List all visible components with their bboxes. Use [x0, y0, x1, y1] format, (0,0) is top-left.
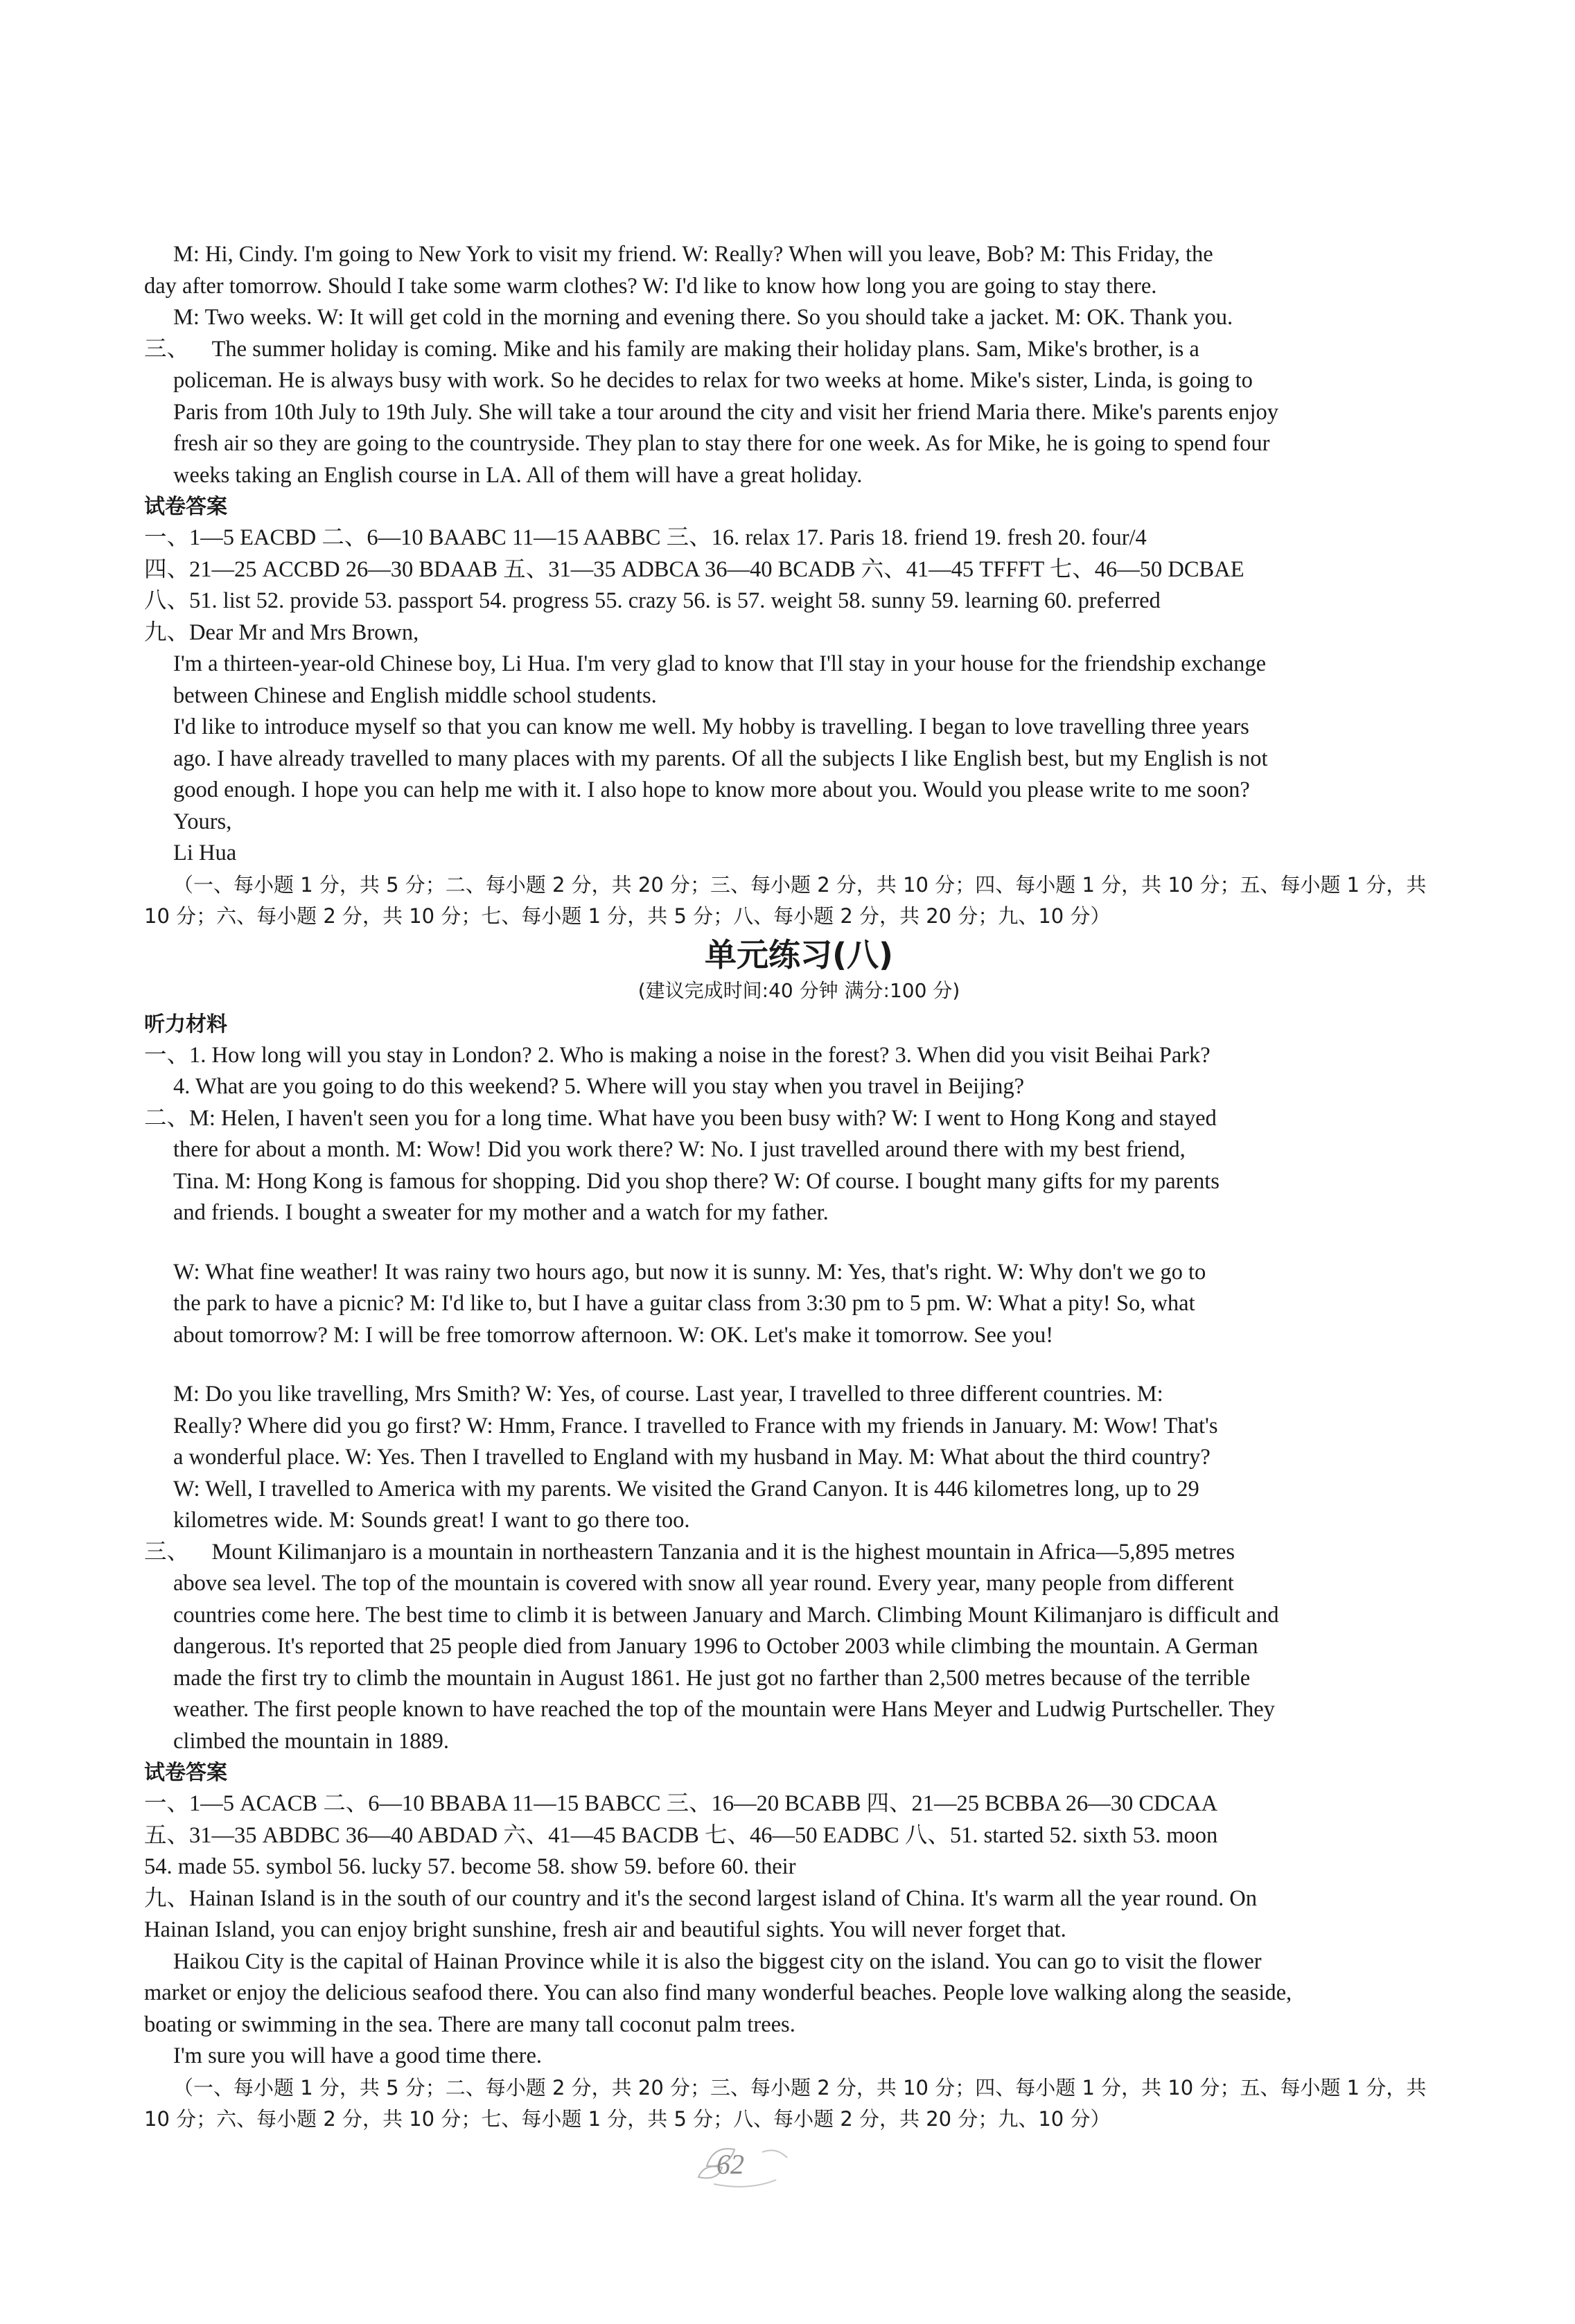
dialogue-line: 二、M: Helen, I haven't seen you for a long time. What have you been busy with? W: I went to Hong Kong and stayed: [144, 1105, 1217, 1131]
question-line: 一、1. How long will you stay in London? 2. Who is making a noise in the forest? 3. When did you visit Beihai Park?: [144, 1042, 1211, 1068]
passage-line: weather. The first people known to have reached the top of the mountain were Hans Meyer and Ludwig Purtscheller. They: [173, 1697, 1275, 1722]
listening-q3-passage: [144, 1537, 1454, 1758]
page-number-badge: [693, 2138, 797, 2194]
scoring-line: 10 分；六、每小题 2 分，共 10 分；七、每小题 1 分，共 5 分；八、每小题 2 分，共 20 分；九、10 分）: [144, 2107, 1111, 2131]
essay-line: Hainan Island, you can enjoy bright sunshine, fresh air and beautiful sights. You will never forget that.: [144, 1917, 1066, 1942]
passage-line: dangerous. It's reported that 25 people died from January 1996 to October 2003 while climbing the mountain. A German: [173, 1634, 1258, 1659]
scoring-line: （一、每小题 1 分，共 5 分；二、每小题 2 分，共 20 分；三、每小题 2 分，共 10 分；四、每小题 1 分，共 10 分；五、每小题 1 分，共: [173, 872, 1427, 897]
listening-q1: [144, 1040, 1454, 1103]
scoring-note: [144, 870, 1454, 933]
answer-key: [144, 1788, 1454, 1883]
unit-subtitle: (建议完成时间:40 分钟 满分:100 分): [637, 978, 960, 1002]
leaf-ornament-icon: [693, 2138, 797, 2194]
scoring-note: [144, 2072, 1454, 2136]
dialogue-line: M: Do you like travelling, Mrs Smith? W: Yes, of course. Last year, I travelled to three different countries. M:: [173, 1382, 1163, 1407]
passage-line: made the first try to climb the mountain in August 1861. He just got no farther than 2,500 metres because of the terrible: [173, 1665, 1251, 1691]
passage-first-line: [144, 1537, 1454, 1569]
listening-q2-dialogue-2: [144, 1257, 1454, 1352]
essay-line: boating or swimming in the sea. There are many tall coconut palm trees.: [144, 2012, 795, 2037]
answers-heading: 试卷答案: [144, 495, 227, 519]
dialogue-line: about tomorrow? M: I will be free tomorrow afternoon. W: OK. Let's make it tomorrow. See you!: [173, 1322, 1054, 1348]
scoring-line: 10 分；六、每小题 2 分，共 10 分；七、每小题 1 分，共 5 分；八、每小题 2 分，共 20 分；九、10 分）: [144, 904, 1111, 928]
sample-letter: [144, 649, 1454, 870]
answer-line: 一、1—5 ACACB 二、6—10 BBABA 11—15 BABCC 三、16—20 BCABB 四、21—25 BCBBA 26—30 CDCAA: [144, 1791, 1218, 1816]
letter-line: between Chinese and English middle school students.: [173, 683, 657, 708]
dialogue-line: a wonderful place. W: Yes. Then I travelled to England with my husband in May. M: What about the third country?: [173, 1445, 1211, 1470]
passage-line: Paris from 10th July to 19th July. She will take a tour around the city and visit her friend Maria there. Mike's parents enjoy: [173, 399, 1279, 425]
page-number: 62: [716, 2149, 744, 2180]
dialogue-line: W: What fine weather! It was rainy two hours ago, but now it is sunny. M: Yes, that's right. W: Why don't we go to: [173, 1259, 1206, 1285]
dialogue-line: and friends. I bought a sweater for my mother and a watch for my father.: [173, 1200, 829, 1225]
letter-line: good enough. I hope you can help me with it. I also hope to know more about you. Would you please write to me soon?: [173, 777, 1250, 802]
passage-text: The summer holiday is coming. Mike and his family are making their holiday plans. Sam, Mike's brother, is a: [211, 336, 1199, 362]
essay-line: market or enjoy the delicious seafood there. You can also find many wonderful beaches. People love walking along the seaside,: [144, 1980, 1292, 2005]
listening-q2-dialogue-1: [144, 1103, 1454, 1229]
answer-line: 八、51. list 52. provide 53. passport 54. progress 55. crazy 56. is 57. weight 58. sunny 59. learning 60. preferred: [144, 588, 1161, 613]
letter-line: I'd like to introduce myself so that you can know me well. My hobby is travelling. I began to love travelling three years: [173, 714, 1249, 739]
question-line: 4. What are you going to do this weekend? 5. Where will you stay when you travel in Beijing?: [173, 1074, 1025, 1099]
answer-line: 九、Dear Mr and Mrs Brown,: [144, 619, 419, 645]
listening-heading: 听力材料: [144, 1012, 227, 1037]
answer-key: [144, 522, 1454, 649]
letter-line: ago. I have already travelled to many places with my parents. Of all the subjects I like English best, but my English is not: [173, 746, 1268, 771]
passage-line: fresh air so they are going to the countryside. They plan to stay there for one week. As for Mike, he is going to spend four: [173, 431, 1270, 456]
letter-signature: Li Hua: [173, 840, 237, 865]
scoring-line: （一、每小题 1 分，共 5 分；二、每小题 2 分，共 20 分；三、每小题 2 分，共 10 分；四、每小题 1 分，共 10 分；五、每小题 1 分，共: [173, 2075, 1427, 2099]
essay-line: 九、Hainan Island is in the south of our country and it's the second largest island of China. It's warm all the year round. On: [144, 1885, 1257, 1911]
section-marker: 三、: [144, 336, 190, 362]
passage-line: policeman. He is always busy with work. So he decides to relax for two weeks at home. Mike's sister, Linda, is going to: [173, 368, 1253, 393]
dialogue-line: there for about a month. M: Wow! Did you work there? W: No. I just travelled around there with my best friend,: [173, 1137, 1186, 1162]
sample-essay: [144, 1883, 1454, 2072]
passage-line: above sea level. The top of the mountain is covered with snow all year round. Every year, many people from different: [173, 1571, 1234, 1596]
letter-line: I'm a thirteen-year-old Chinese boy, Li Hua. I'm very glad to know that I'll stay in your house for the friendship exchange: [173, 651, 1267, 676]
answer-line: 四、21—25 ACCBD 26—30 BDAAB 五、31—35 ADBCA 36—40 BCADB 六、41—45 TFFFT 七、46—50 DCBAE: [144, 556, 1244, 582]
letter-closing: Yours,: [173, 809, 232, 834]
passage-line: countries come here. The best time to climb it is between January and March. Climbing Mount Kilimanjaro is difficult and: [173, 1602, 1279, 1628]
dialogue-line: M: Hi, Cindy. I'm going to New York to visit my friend. W: Really? When will you leave, Bob? M: This Friday, the: [173, 242, 1213, 267]
essay-line: I'm sure you will have a good time there.: [173, 2043, 543, 2068]
passage-text: Mount Kilimanjaro is a mountain in northeastern Tanzania and it is the highest mountain in Africa—5,895 metres: [211, 1539, 1235, 1565]
listening-q2-dialogue-3: [144, 1379, 1454, 1537]
page-content: [144, 239, 1454, 2136]
dialogue-line: kilometres wide. M: Sounds great! I want to go there too.: [173, 1508, 690, 1533]
essay-line: Haikou City is the capital of Hainan Province while it is also the biggest city on the island. You can go to visit the flower: [173, 1948, 1262, 1974]
dialogue-line: day after tomorrow. Should I take some warm clothes? W: I'd like to know how long you are going to stay there.: [144, 273, 1157, 299]
answer-line: 54. made 55. symbol 56. lucky 57. become 58. show 59. before 60. their: [144, 1854, 796, 1879]
dialogue-section: [144, 239, 1454, 334]
passage-line: weeks taking an English course in LA. All of them will have a great holiday.: [173, 462, 863, 488]
dialogue-line: Tina. M: Hong Kong is famous for shopping. Did you shop there? W: Of course. I bought many gifts for my parents: [173, 1168, 1220, 1194]
dialogue-line: Really? Where did you go first? W: Hmm, France. I travelled to France with my friends in January. M: Wow! That's: [173, 1413, 1218, 1438]
passage-first-line: [144, 334, 1454, 366]
dialogue-line: the park to have a picnic? M: I'd like to, but I have a guitar class from 3:30 pm to 5 pm. W: What a pity! So, what: [173, 1291, 1195, 1316]
passage-line: climbed the mountain in 1889.: [173, 1728, 450, 1754]
unit-title: 单元练习(八): [704, 935, 894, 974]
passage-section: [144, 334, 1454, 492]
section-marker: 三、: [144, 1539, 190, 1565]
dialogue-line: W: Well, I travelled to America with my parents. We visited the Grand Canyon. It is 446 kilometres long, up to 29: [173, 1476, 1199, 1502]
dialogue-line: M: Two weeks. W: It will get cold in the morning and evening there. So you should take a jacket. M: OK. Thank you.: [173, 305, 1233, 330]
answers-heading: 试卷答案: [144, 1761, 227, 1785]
answer-line: 一、1—5 EACBD 二、6—10 BAABC 11—15 AABBC 三、16. relax 17. Paris 18. friend 19. fresh 20. four/4: [144, 525, 1147, 550]
answer-line: 五、31—35 ABDBC 36—40 ABDAD 六、41—45 BACDB 七、46—50 EADBC 八、51. started 52. sixth 53. moon: [144, 1822, 1218, 1848]
